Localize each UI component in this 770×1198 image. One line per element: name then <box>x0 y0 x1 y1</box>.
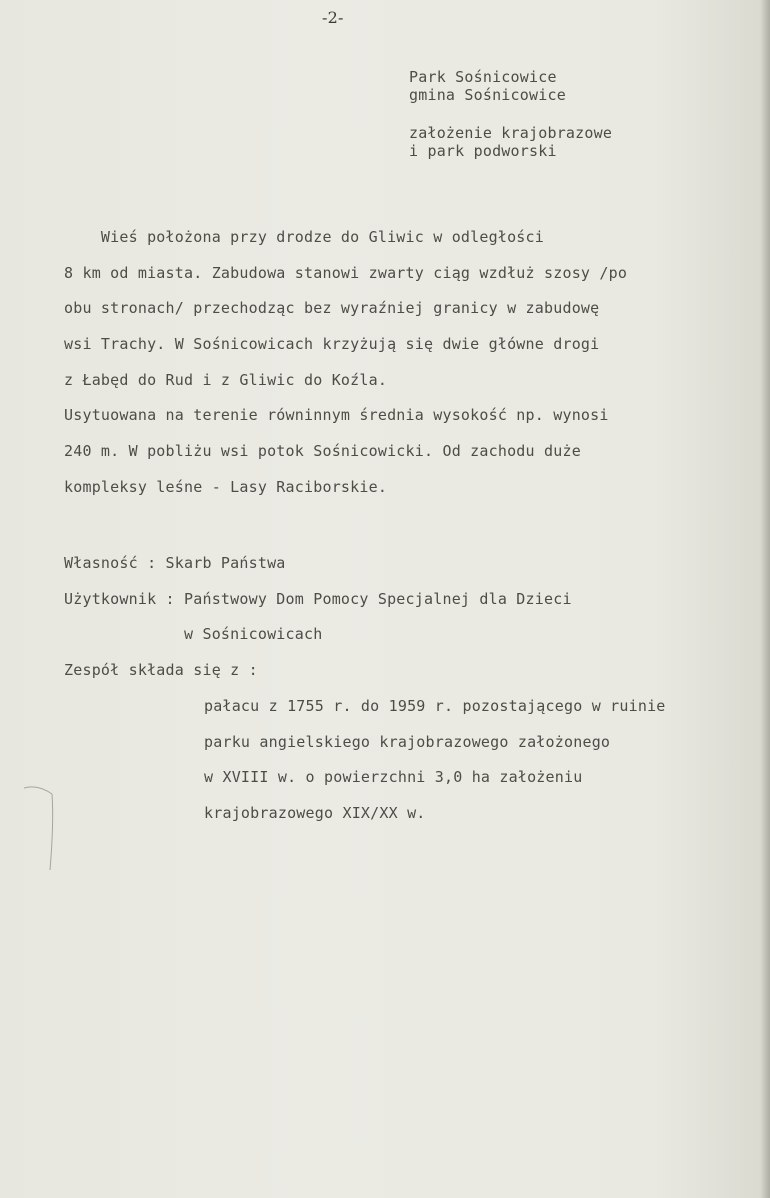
text-line: kompleksy leśne - Lasy Raciborskie. <box>64 478 388 496</box>
header-line: Park Sośnicowice <box>409 68 557 86</box>
component-line: pałacu z 1755 r. do 1959 r. pozostającego w ruinie <box>204 697 666 715</box>
header-line: założenie krajobrazowe <box>409 124 613 142</box>
component-line: parku angielskiego krajobrazowego założonego <box>204 733 611 751</box>
component-line: w XVIII w. o powierzchni 3,0 ha założeniu <box>204 768 583 786</box>
header-line: i park podworski <box>409 142 557 160</box>
text-line: 240 m. W pobliżu wsi potok Sośnicowicki. Od zachodu duże <box>64 442 581 460</box>
text-line: obu stronach/ przechodząc bez wyraźniej granicy w zabudowę <box>64 299 600 317</box>
page-edge-shadow <box>760 0 770 1198</box>
paper-mark <box>22 782 56 872</box>
text-line: 8 km od miasta. Zabudowa stanowi zwarty ciąg wzdłuż szosy /po <box>64 264 628 282</box>
owner-line: Własność : Skarb Państwa <box>64 554 286 572</box>
text-line: Usytuowana na terenie równinnym średnia wysokość np. wynosi <box>64 406 609 424</box>
text-line: z Łabęd do Rud i z Gliwic do Koźla. <box>64 371 388 389</box>
header-line: gmina Sośnicowice <box>409 86 566 104</box>
text-line: Wieś położona przy drodze do Gliwic w odległości <box>64 228 544 246</box>
text-line: wsi Trachy. W Sośnicowicach krzyżują się dwie główne drogi <box>64 335 600 353</box>
user-line-cont: w Sośnicowicach <box>64 625 323 643</box>
component-line: krajobrazowego XIX/XX w. <box>204 804 426 822</box>
user-line: Użytkownik : Państwowy Dom Pomocy Specjalnej dla Dzieci <box>64 590 572 608</box>
page-number: -2- <box>322 8 344 27</box>
composition-intro: Zespół składa się z : <box>64 661 258 679</box>
